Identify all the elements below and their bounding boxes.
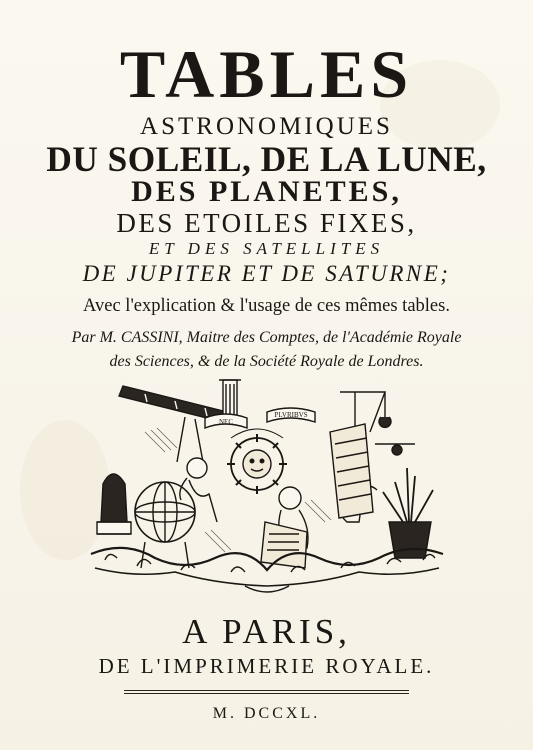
imprint-printer: DE L'IMPRIMERIE ROYALE.	[98, 654, 435, 678]
imprint-place: A PARIS,	[182, 612, 351, 651]
imprint-date: M. DCCXL.	[212, 705, 321, 722]
author-line-2: des Sciences, & de la Société Royale de Londres.	[109, 353, 424, 370]
book-title: TABLES	[119, 36, 414, 112]
subtitle-planetes: DES PLANETES,	[131, 175, 402, 208]
author-line-1: Par M. CASSINI, Maitre des Comptes, de l'Académie Royale	[71, 329, 462, 346]
subtitle-jupiter-saturne: DE JUPITER ET DE SATURNE;	[82, 261, 451, 286]
engraved-vignette	[85, 372, 450, 600]
sun-icon	[227, 429, 287, 494]
rule-bottom	[124, 693, 409, 694]
plant-icon	[383, 468, 433, 558]
subtitle-astronomiques: ASTRONOMIQUES	[140, 113, 393, 140]
bust-icon	[97, 474, 131, 534]
banner-right-text: PLVRIBVS	[274, 411, 308, 419]
banner-left-text: NEC	[219, 418, 233, 426]
subtitle-etoiles-fixes: DES ETOILES FIXES,	[116, 208, 417, 238]
subtitle-satellites: ET DES SATELLITES	[148, 239, 385, 258]
globe-icon	[135, 482, 195, 568]
rule-top	[124, 690, 409, 691]
subtitle-explication: Avec l'explication & l'usage de ces mêmes tables.	[83, 296, 450, 316]
subtitle-soleil-lune: DU SOLEIL, DE LA LUNE,	[46, 139, 487, 179]
instrument-board-icon	[330, 424, 373, 518]
